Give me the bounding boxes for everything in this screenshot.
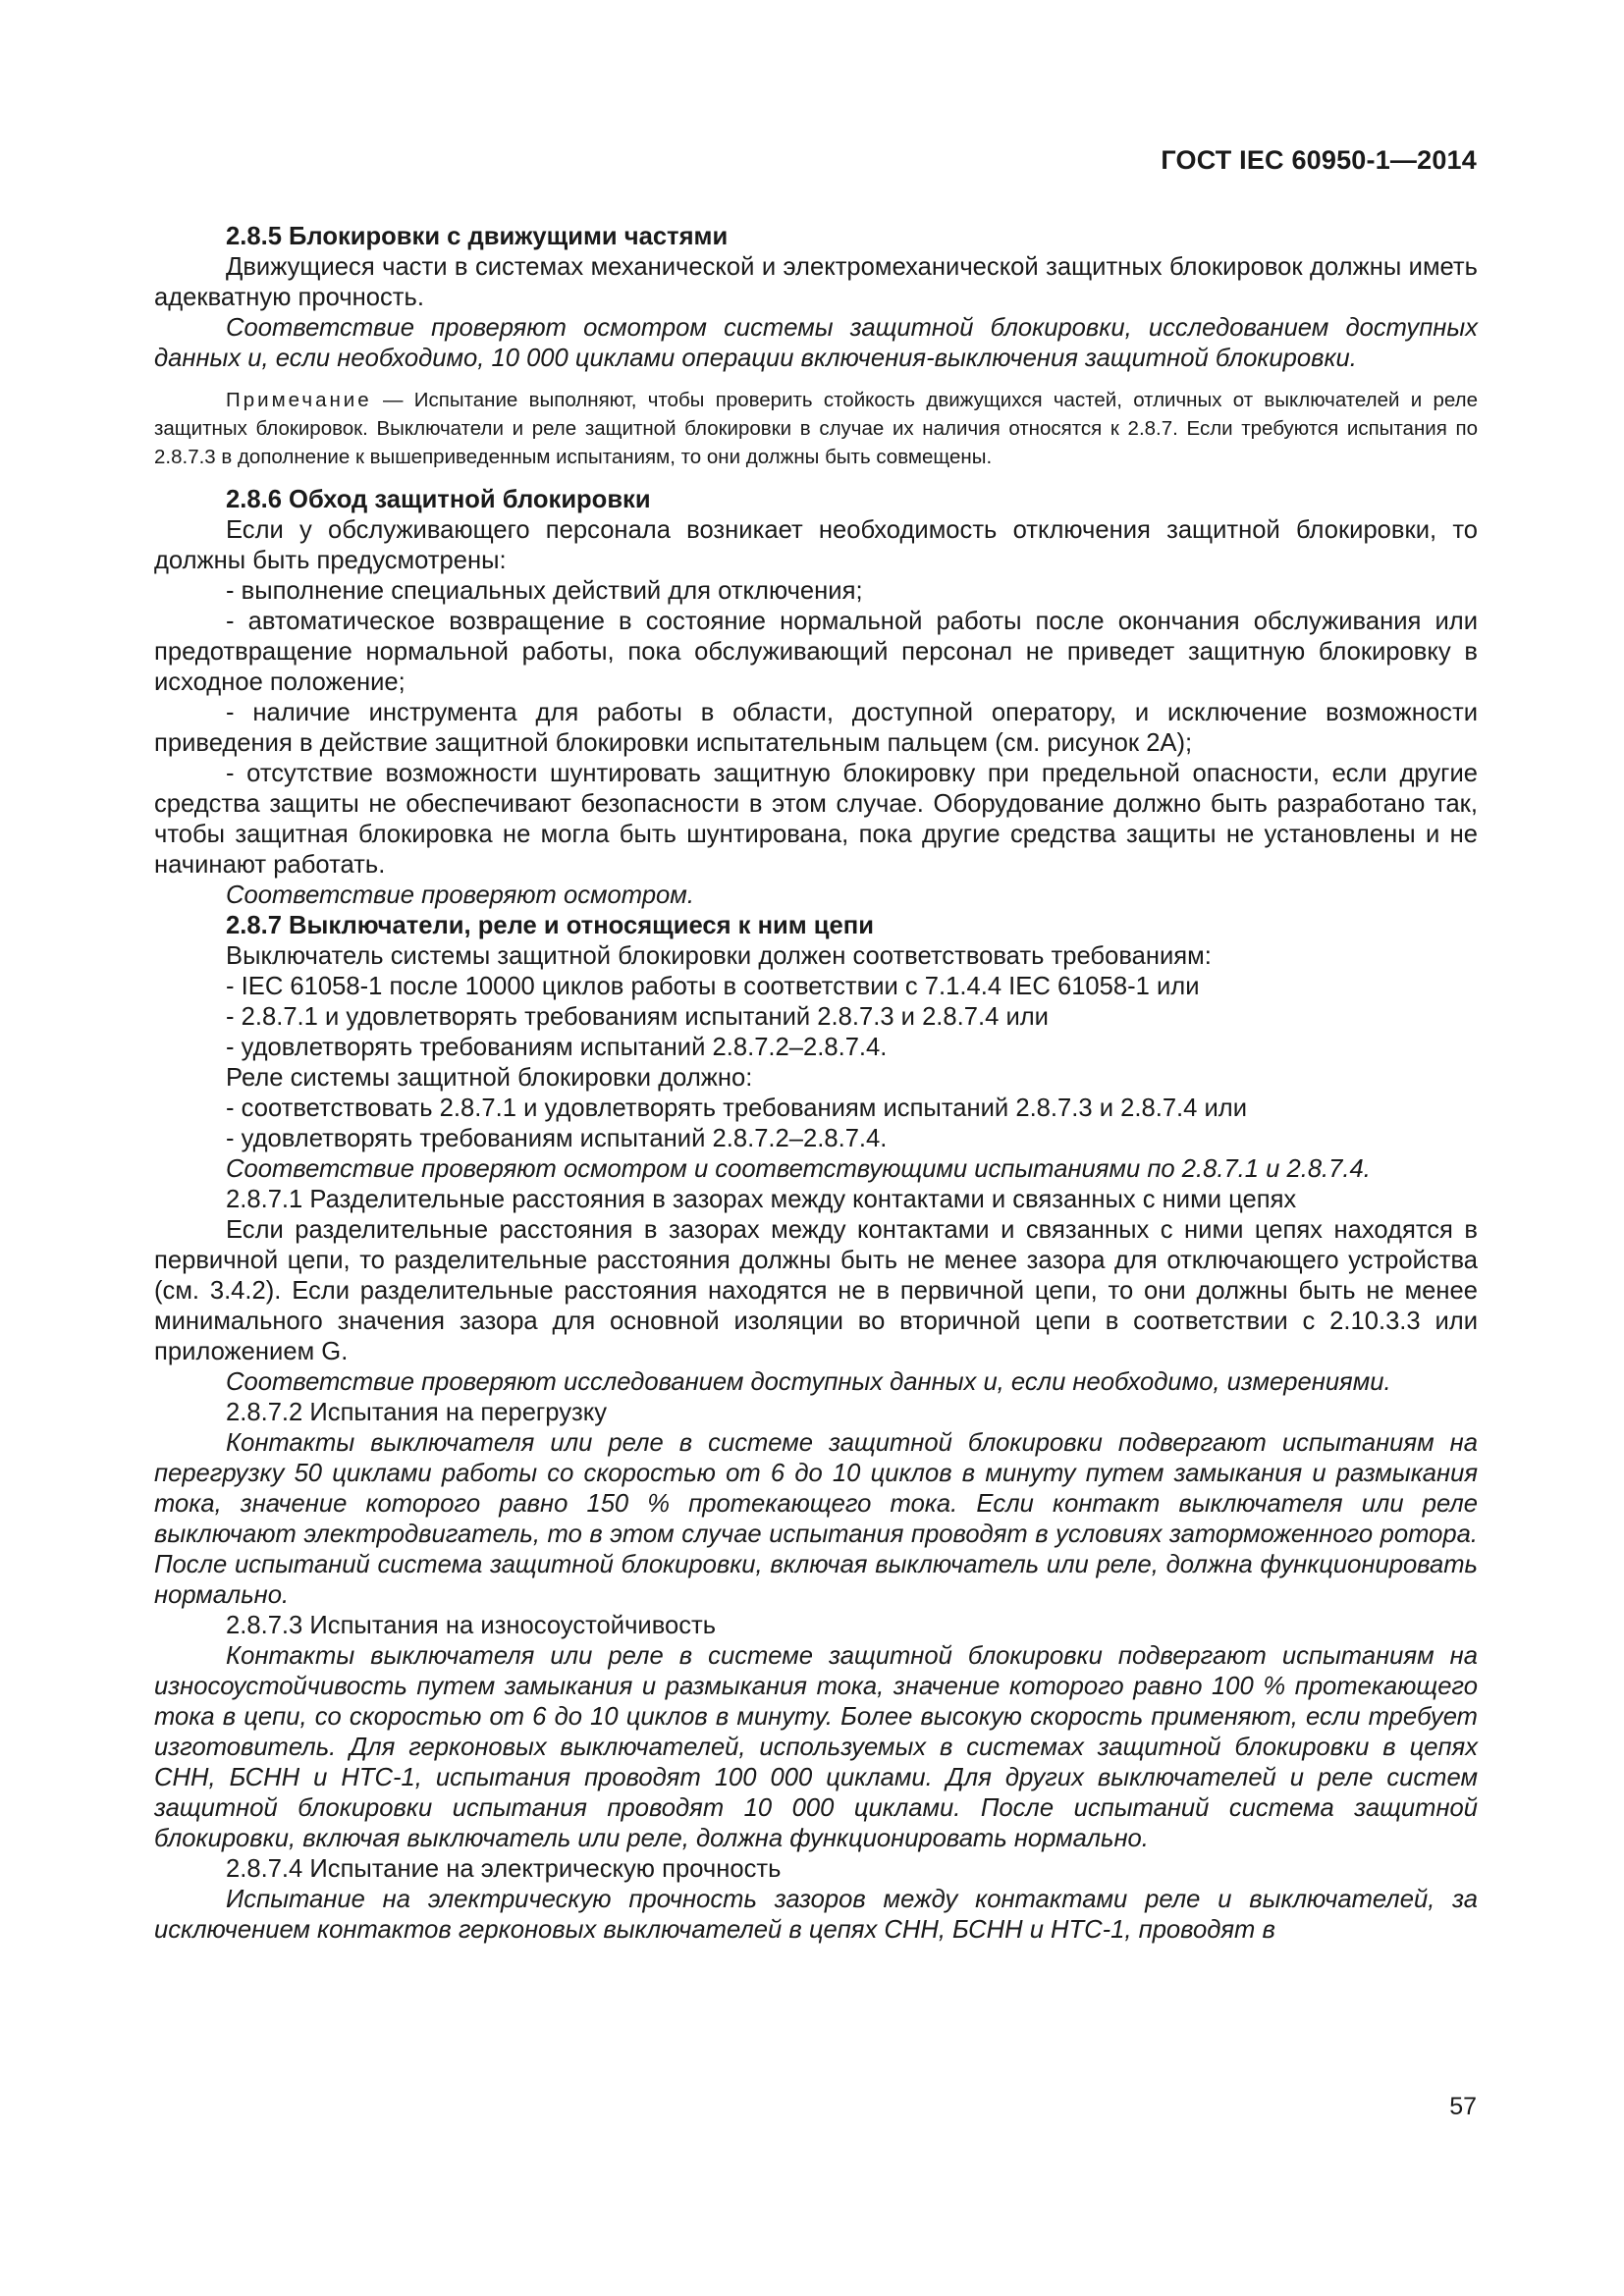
paragraph: Реле системы защитной блокировки должно: <box>226 1064 753 1092</box>
test-paragraph: Испытание на электрическую прочность зазоров между контактами реле и выключателей, за исключением контактов герконовых выключателей в цепях СНН, БСНН и НТС-1, проводят в <box>154 1886 1478 1944</box>
note-label: Примечание <box>226 389 372 411</box>
section-2-8-6-title: 2.8.6 Обход защитной блокировки <box>226 486 651 513</box>
note-text: — Испытание выполняют, чтобы проверить стойкость движущихся частей, отличных от выключателей и реле защитных блокировок. Выключатели и реле защитной блокировки в случае их наличия относятся к 2.8.7. Если требуются испытания по 2.8.7.3 в дополнение к вышеприведенным испытаниям, то они должны быть совмещены. <box>154 389 1478 468</box>
list-item: - выполнение специальных действий для отключения; <box>226 577 863 605</box>
list-item: - 2.8.7.1 и удовлетворять требованиям испытаний 2.8.7.3 и 2.8.7.4 или <box>226 1003 1049 1031</box>
compliance-paragraph: Соответствие проверяют осмотром и соответствующими испытаниями по 2.8.7.1 и 2.8.7.4. <box>226 1155 1371 1183</box>
subsection-2-8-7-1-title: 2.8.7.1 Разделительные расстояния в зазорах между контактами и связанных с ними цепях <box>226 1186 1297 1213</box>
paragraph: Выключатель системы защитной блокировки должен соответствовать требованиям: <box>226 942 1212 970</box>
page-number: 57 <box>1449 2093 1477 2120</box>
paragraph: Движущиеся части в системах механической и электромеханической защитных блокировок должны иметь адекватную прочность. <box>154 253 1478 311</box>
section-2-8-5-title: 2.8.5 Блокировки с движущими частями <box>226 223 729 250</box>
subsection-2-8-7-2-title: 2.8.7.2 Испытания на перегрузку <box>226 1399 608 1426</box>
test-paragraph: Контакты выключателя или реле в системе защитной блокировки подвергают испытаниям на перегрузку 50 циклами работы со скоростью от 6 до 10 циклов в минуту путем замыкания и размыкания тока, значение которого равно 150 % протекающего тока. Если контакт выключателя или реле выключают электродвигатель, то в этом случае испытания проводят в условиях заторможенного ротора. После испытаний система защитной блокировки, включая выключатель или реле, должна функционировать нормально. <box>154 1429 1478 1609</box>
list-item: - отсутствие возможности шунтировать защитную блокировку при предельной опасности, если другие средства защиты не обеспечивают безопасности в этом случае. Оборудование должно быть разработано так, чтобы защитная блокировка не могла быть шунтирована, пока другие средства защиты не установлены и не начинают работать. <box>154 760 1478 879</box>
compliance-paragraph: Соответствие проверяют исследованием доступных данных и, если необходимо, измерениями. <box>226 1368 1391 1396</box>
section-2-8-7-title: 2.8.7 Выключатели, реле и относящиеся к ним цепи <box>226 912 874 939</box>
page-content <box>154 222 1478 1946</box>
test-paragraph: Контакты выключателя или реле в системе защитной блокировки подвергают испытаниям на износоустойчивость путем замыкания и размыкания тока, значение которого равно 100 % протекающего тока в цепи, со скоростью от 6 до 10 циклов в минуту. Более высокую скорость применяют, если требует изготовитель. Для герконовых выключателей, используемых в системах защитной блокировки в цепях СНН, БСНН и НТС-1, испытания проводят 100 000 циклами. Для других выключателей и реле систем защитной блокировки испытания проводят 10 000 циклами. После испытаний система защитной блокировки, включая выключатель или реле, должна функционировать нормально. <box>154 1642 1478 1852</box>
list-item: - автоматическое возвращение в состояние нормальной работы после окончания обслуживания или предотвращение нормальной работы, пока обслуживающий персонал не приведет защитную блокировку в исходное положение; <box>154 608 1478 696</box>
compliance-paragraph: Соответствие проверяют осмотром. <box>226 881 694 909</box>
list-item: - удовлетворять требованиям испытаний 2.8.7.2–2.8.7.4. <box>226 1125 888 1152</box>
list-item: - соответствовать 2.8.7.1 и удовлетворять требованиям испытаний 2.8.7.3 и 2.8.7.4 или <box>226 1095 1248 1122</box>
compliance-paragraph: Соответствие проверяют осмотром системы защитной блокировки, исследованием доступных данных и, если необходимо, 10 000 циклами операции включения-выключения защитной блокировки. <box>154 314 1478 372</box>
paragraph: Если разделительные расстояния в зазорах между контактами и связанных с ними цепях находятся в первичной цепи, то разделительные расстояния должны быть не менее зазора для отключающего устройства (см. 3.4.2). Если разделительные расстояния находятся не в первичной цепи, то они должны быть не менее минимального значения зазора для основной изоляции во вторичной цепи в соответствии с 2.10.3.3 или приложением G. <box>154 1216 1478 1365</box>
subsection-2-8-7-4-title: 2.8.7.4 Испытание на электрическую прочность <box>226 1855 782 1883</box>
list-item: - удовлетворять требованиям испытаний 2.8.7.2–2.8.7.4. <box>226 1034 888 1061</box>
subsection-2-8-7-3-title: 2.8.7.3 Испытания на износоустойчивость <box>226 1612 717 1639</box>
list-item: - IEC 61058-1 после 10000 циклов работы в соответствии с 7.1.4.4 IEC 61058-1 или <box>226 973 1200 1000</box>
paragraph: Если у обслуживающего персонала возникает необходимость отключения защитной блокировки, то должны быть предусмотрены: <box>154 516 1478 574</box>
list-item: - наличие инструмента для работы в области, доступной оператору, и исключение возможности приведения в действие защитной блокировки испытательным пальцем (см. рисунок 2А); <box>154 699 1478 757</box>
document-header: ГОСТ IEC 60950-1—2014 <box>1161 145 1477 175</box>
note <box>154 386 1478 471</box>
